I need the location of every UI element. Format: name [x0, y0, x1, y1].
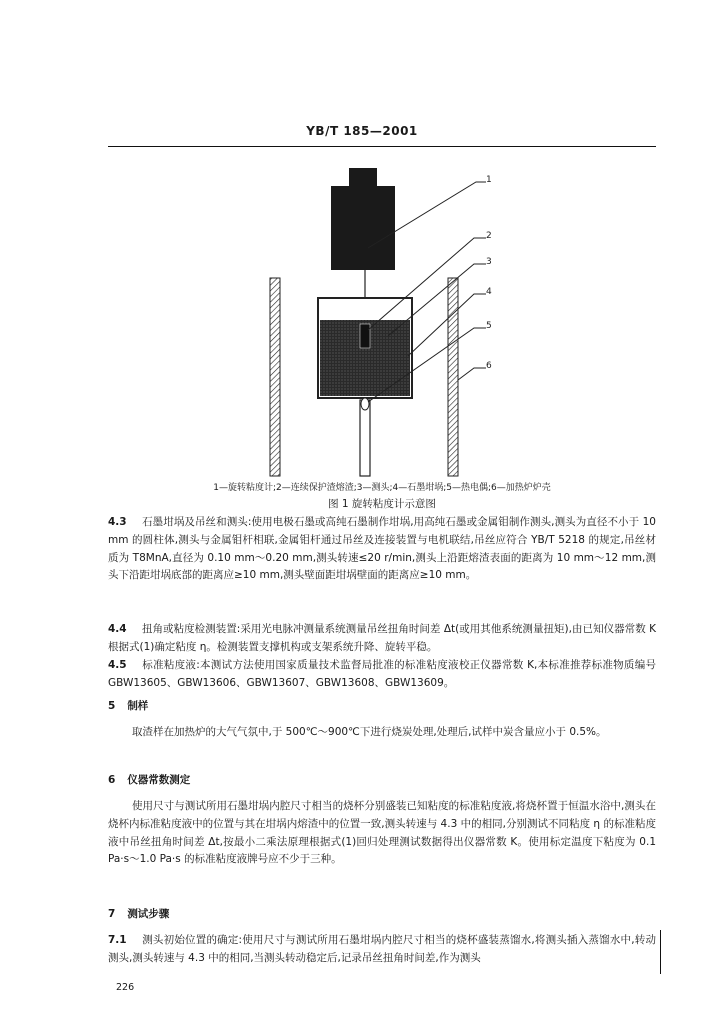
clause-text: 扭角或粘度检测装置:采用光电脉冲测量系统测量吊丝扭角时间差 Δt(或用其他系统测量扭矩),由已知仪器常数 K 根据式(1)确定粘度 η。检测装置支撑机构或支架系统升降、旋转平稳。	[108, 623, 656, 653]
furnace-wall-left	[270, 278, 280, 476]
figure-caption: 图 1 旋转粘度计示意图	[328, 498, 436, 510]
section-title: 仪器常数测定	[127, 774, 191, 786]
clause-number: 4.3	[108, 516, 127, 528]
thermocouple	[360, 398, 370, 476]
section-number: 7	[108, 908, 116, 920]
section-6-heading	[108, 772, 656, 787]
section-5-heading	[108, 698, 656, 713]
clause-number: 7.1	[108, 934, 127, 946]
clause-text: 测头初始位置的确定:使用尺寸与测试所用石墨坩埚内腔尺寸相当的烧杯盛装蒸馏水,将测头插入蒸馏水中,转动测头,测头转速与 4.3 中的相同,当测头转动稳定后,记录吊丝扭角时间差,作为测头	[108, 934, 656, 964]
callout-3: 3	[486, 257, 492, 267]
viscometer-figure	[248, 160, 508, 482]
margin-bar	[660, 930, 661, 974]
section-6-body: 使用尺寸与测试所用石墨坩埚内腔尺寸相当的烧杯分别盛装已知粘度的标准粘度液,将烧杯置于恒温水浴中,测头在烧杯内标准粘度液中的位置与其在坩埚内熔渣中的位置一致,测头转速与 4.3 中的相同,分别测试不同粘度 η 的标准粘度液中吊丝扭角时间差 Δt,按最小二乘法原理根据式(1)回归处理测试数据得出仪器常数 K。使用标定温度下粘度为 0.1 Pa·s～1.0 Pa·s 的标准粘度液牌号应不少于三种。	[108, 800, 656, 866]
callout-1: 1	[486, 175, 492, 185]
callout-6: 6	[486, 361, 492, 371]
section-number: 5	[108, 700, 116, 712]
clause-7-1	[108, 932, 656, 968]
page-number: 226	[116, 982, 135, 993]
callout-5: 5	[486, 321, 492, 331]
header-rule	[108, 146, 656, 147]
section-number: 6	[108, 774, 116, 786]
section-title: 制样	[127, 700, 149, 712]
callout-4: 4	[486, 287, 492, 297]
clause-4-4	[108, 621, 656, 657]
section-title: 测试步骤	[127, 908, 170, 920]
clause-text: 石墨坩埚及吊丝和测头:使用电极石墨或高纯石墨制作坩埚,用高纯石墨或金属钼制作测头,测头为直径不小于 10 mm 的圆柱体,测头与金属钼杆相联,金属钼杆通过吊丝及连接装置与电机联结,吊丝应符合 YB/T 5218 的规定,吊丝材质为 T8MnA,直径为 0.10 mm～0.20 mm,测头转速≤20 r/min,测头上沿距熔渣表面的距离为 10 mm～12 mm,测头下沿距坩埚底部的距离应≥10 mm,测头壁面距坩埚壁面的距离应≥10 mm。	[108, 516, 656, 582]
callout-2: 2	[486, 231, 492, 241]
viscometer-body	[331, 168, 395, 270]
furnace-wall-right	[448, 278, 458, 476]
section-5-body: 取渣样在加热炉的大气气氛中,于 500℃～900℃下进行烧炭处理,处理后,试样中炭含量应小于 0.5%。	[132, 726, 607, 738]
section-7-heading	[108, 906, 656, 921]
clause-text: 标准粘度液:本测试方法使用国家质量技术监督局批准的标准粘度液校正仪器常数 K,本标准推荐标准物质编号 GBW13605、GBW13606、GBW13607、GBW13608、GBW13609。	[108, 659, 656, 689]
standard-code-header: YB/T 185—2001	[306, 124, 418, 138]
clause-4-3	[108, 514, 656, 585]
figure-legend: 1—旋转粘度计;2—连续保护渣熔渣;3—测头;4—石墨坩埚;5—热电偶;6—加热炉炉壳	[213, 483, 551, 493]
measuring-probe	[360, 324, 370, 348]
clause-number: 4.4	[108, 623, 127, 635]
clause-number: 4.5	[108, 659, 127, 671]
clause-4-5	[108, 657, 656, 693]
